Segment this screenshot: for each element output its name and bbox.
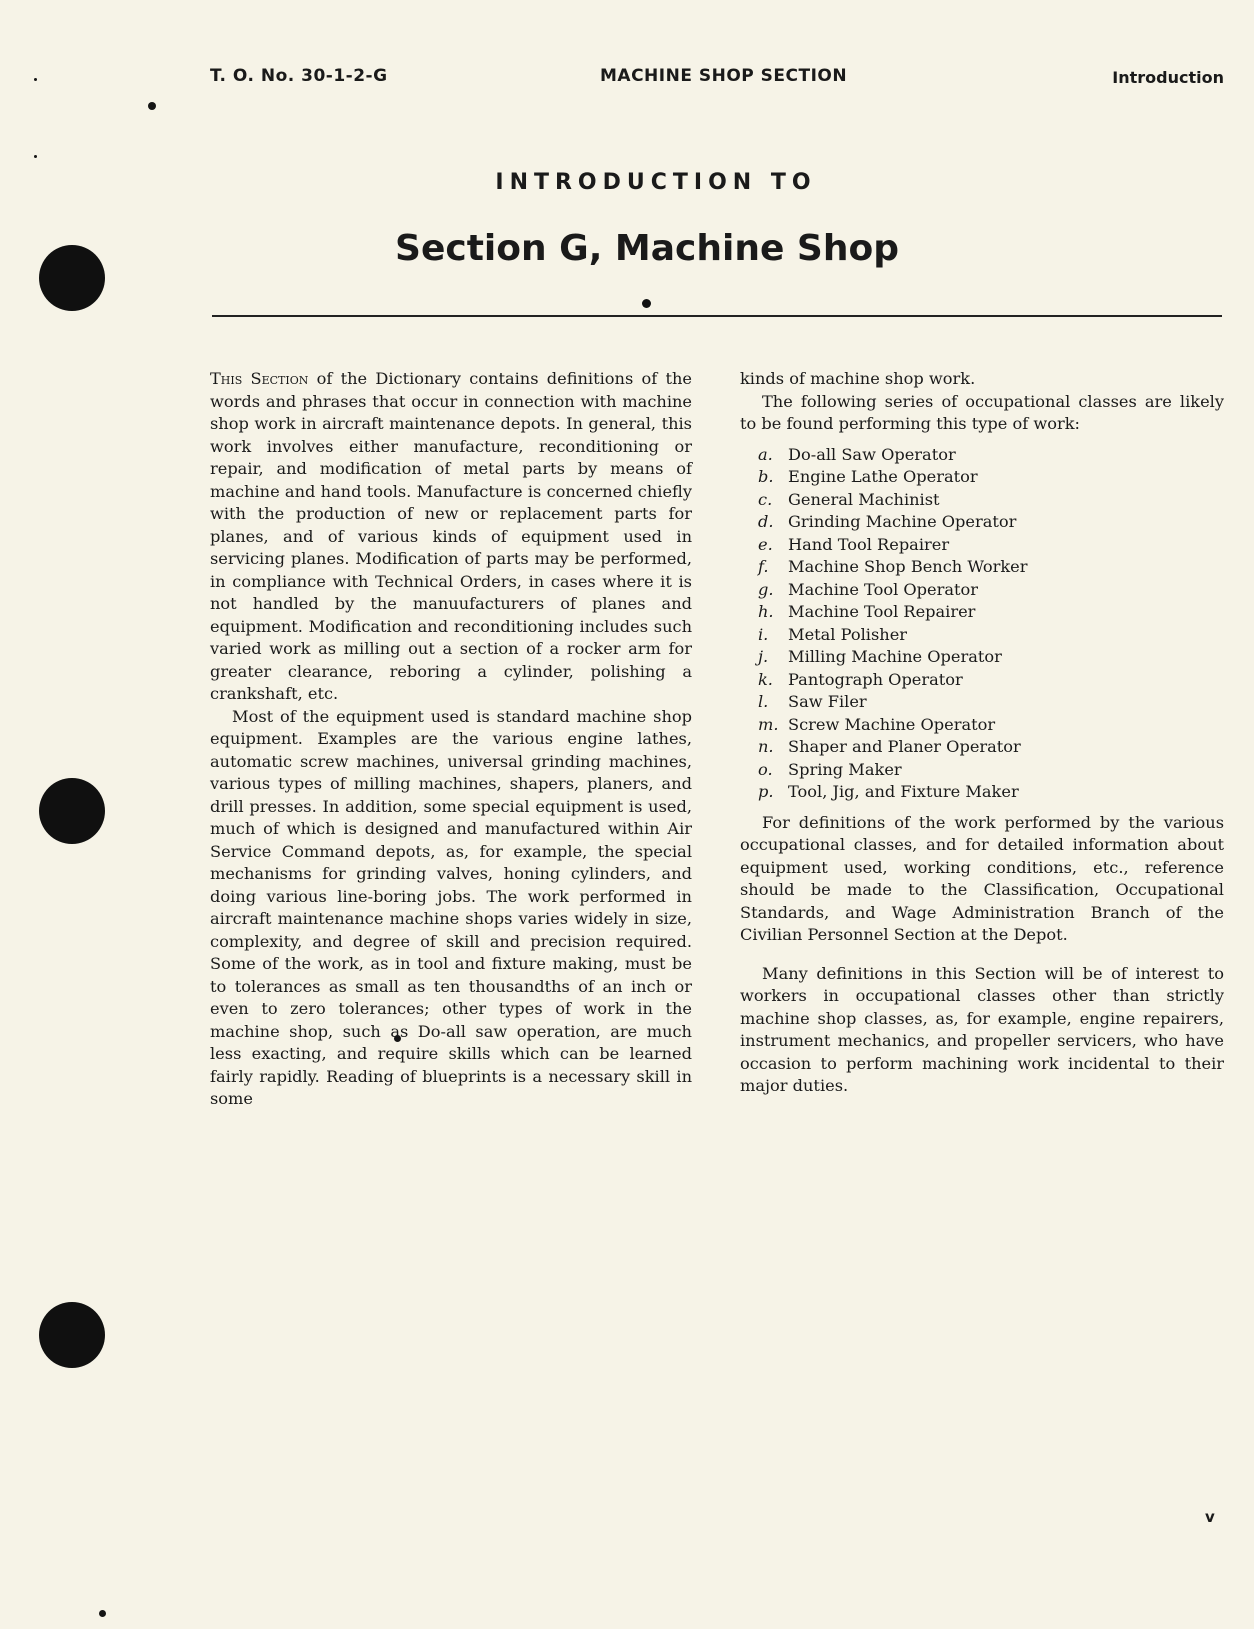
title-rule	[212, 315, 1222, 317]
paragraph-interest: Many definitions in this Section will be of interest to workers in occupational classes other than strictly machine shop classes, as, for example, engine repairers, instrument mechanics, and propeller servicers, who have occasion to perform machining work incidental to their major duties.	[740, 963, 1224, 1095]
list-item-letter: c.	[758, 489, 773, 509]
right-column	[740, 368, 1224, 1098]
doc-number: T. O. No. 30-1-2-G	[210, 66, 388, 86]
speck	[99, 1610, 106, 1617]
lead-in-smallcaps: This Section	[210, 369, 309, 388]
list-item-name: Shaper and Planer Operator	[788, 737, 1021, 756]
list-item-letter: j.	[758, 647, 769, 666]
paragraph-intro	[210, 368, 692, 706]
list-item-name: Saw Filer	[788, 692, 867, 711]
binder-hole-middle	[39, 778, 105, 844]
list-item	[758, 714, 1224, 737]
list-item-name: Machine Shop Bench Worker	[788, 557, 1028, 576]
list-item	[758, 669, 1224, 692]
list-item-letter: b.	[758, 467, 774, 486]
list-item	[758, 534, 1224, 557]
list-item-letter: h.	[758, 602, 774, 621]
list-item-letter: e.	[758, 534, 773, 554]
list-item-letter: k.	[758, 669, 773, 689]
title-bullet	[642, 299, 651, 308]
list-item	[758, 646, 1224, 669]
speck	[148, 102, 156, 110]
list-item	[758, 489, 1224, 512]
list-item-name: Machine Tool Repairer	[788, 602, 976, 621]
list-item-letter: n.	[758, 737, 774, 756]
list-item-letter: f.	[758, 557, 769, 576]
list-item-letter: p.	[758, 782, 774, 801]
chapter-name: Introduction	[1112, 68, 1224, 87]
list-item-name: Metal Polisher	[788, 624, 908, 644]
left-column	[210, 368, 692, 1111]
list-item	[758, 466, 1224, 489]
list-item-name: Machine Tool Operator	[788, 579, 978, 599]
list-item-name: Screw Machine Operator	[788, 714, 996, 734]
paragraph-equipment: Most of the equipment used is standard machine shop equipment. Examples are the various engine lathes, automatic screw machines, universal grinding machines, various types of milling machines, shapers, planers, and drill presses. In addition, some special equipment is used, much of which is designed and manufactured within Air Service Command depots, as, for example, the special mechanisms for grinding valves, honing cylinders, and doing various line-boring jobs. The work performed in aircraft maintenance machine shops varies widely in size, complexity, and degree of skill and precision required. Some of the work, as in tool and fixture making, must be to tolerances as small as ten thousandths of an inch or even to zero tolerances; other types of work in the machine shop, such as Do-all saw operation, are much less exacting, and require skills which can be learned fairly rapidly. Reading of blueprints is a necessary skill in some	[210, 706, 692, 1108]
paragraph-continuation: kinds of machine shop work.	[740, 369, 976, 388]
list-item-name: Do-all Saw Operator	[788, 444, 956, 464]
list-item	[758, 781, 1224, 804]
occupation-list	[758, 444, 1224, 804]
binder-hole-bottom	[39, 1302, 105, 1368]
speck	[34, 78, 37, 81]
speck	[34, 155, 37, 158]
list-item-letter: a.	[758, 444, 773, 464]
list-item	[758, 556, 1224, 579]
list-item	[758, 736, 1224, 759]
list-item-name: Tool, Jig, and Fixture Maker	[788, 782, 1019, 801]
list-item	[758, 691, 1224, 714]
paragraph-intro-text: of the Dictionary contains definitions of the words and phrases that occur in connection with machine shop work in aircraft maintenance depots. In general, this work involves either manufacture, reconditioning or repair, and modification of metal parts by means of machine and hand tools. Manufacture is concerned chiefly with the production of new or replacement parts for planes, and of various kinds of equipment used in servicing planes. Modification of parts may be performed, in compliance with Technical Orders, in cases where it is not handled by the manuufacturers of planes and equipment. Modification and reconditioning includes such varied work as milling out a section of a rocker arm for greater clearance, reboring a cylinder, polishing a crankshaft, etc.	[210, 369, 692, 703]
list-item-letter: g.	[758, 579, 774, 599]
page-number: v	[1205, 1508, 1215, 1526]
list-item	[758, 624, 1224, 647]
list-item-name: General Machinist	[788, 489, 940, 509]
list-item-name: Milling Machine Operator	[788, 647, 1002, 666]
list-item-name: Spring Maker	[788, 759, 902, 779]
list-item-letter: l.	[758, 692, 769, 711]
list-item-name: Pantograph Operator	[788, 669, 963, 689]
paragraph-list-intro: The following series of occupational classes are likely to be found performing this type of work:	[740, 391, 1224, 433]
list-item-name: Engine Lathe Operator	[788, 467, 978, 486]
list-item-letter: i.	[758, 624, 769, 644]
section-name: MACHINE SHOP SECTION	[600, 66, 848, 86]
paragraph-definitions: For definitions of the work performed by the various occupational classes, and for detailed information about equipment used, working conditions, etc., reference should be made to the Classification, Occupational Standards, and Wage Administration Branch of the Civilian Personnel Section at the Depot.	[740, 812, 1224, 944]
list-item	[758, 511, 1224, 534]
list-item	[758, 601, 1224, 624]
list-item	[758, 579, 1224, 602]
list-item-letter: o.	[758, 759, 773, 779]
list-item-letter: d.	[758, 512, 774, 531]
running-header	[210, 66, 1224, 96]
list-item	[758, 759, 1224, 782]
list-item	[758, 444, 1224, 467]
list-item-letter: m.	[758, 714, 779, 734]
list-item-name: Grinding Machine Operator	[788, 512, 1017, 531]
intro-heading: INTRODUCTION TO	[495, 170, 817, 195]
list-item-name: Hand Tool Repairer	[788, 534, 950, 554]
page-title: Section G, Machine Shop	[395, 228, 899, 269]
